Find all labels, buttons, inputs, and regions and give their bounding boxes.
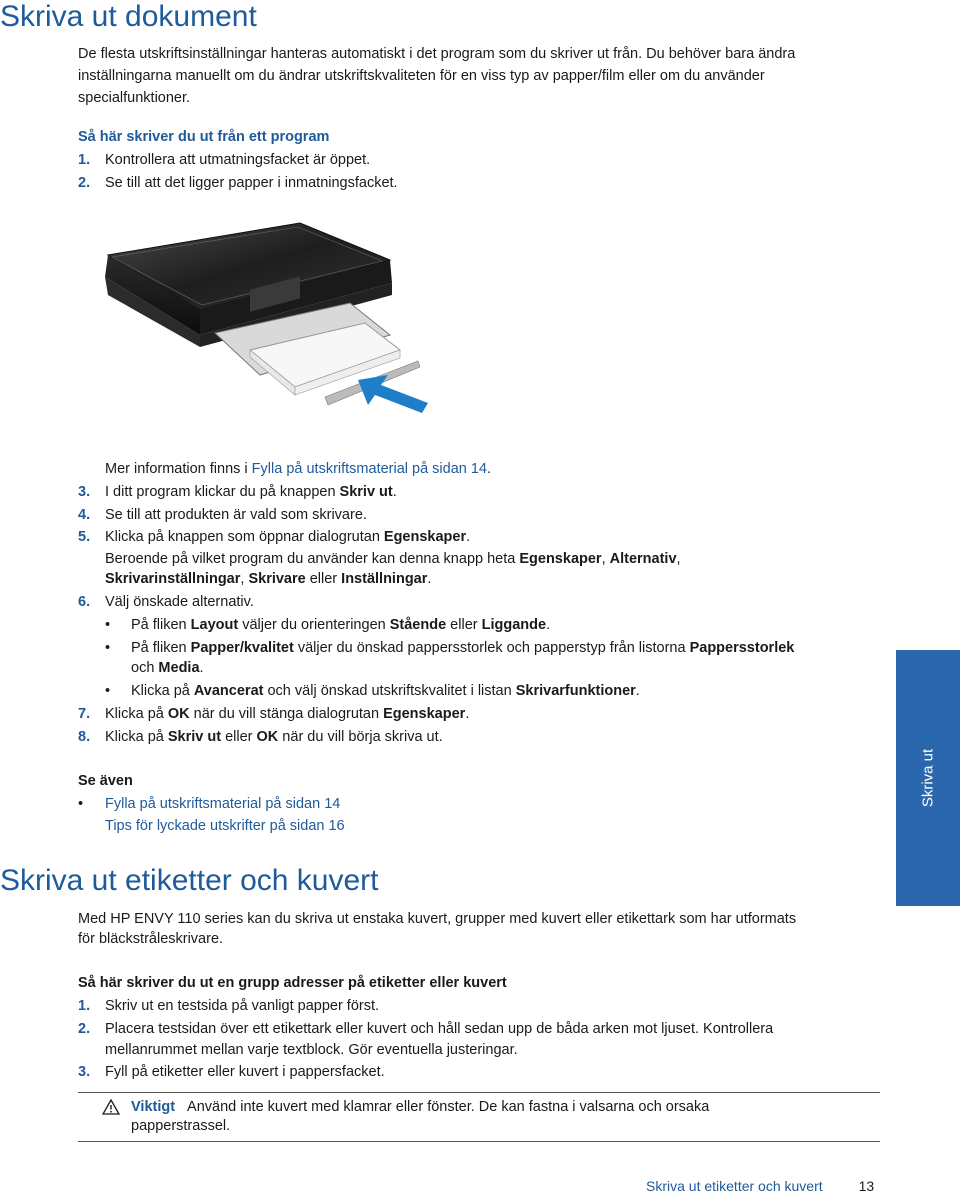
step-2-cont: mellanrummet mellan varje textblock. Gör eventuella justeringar. xyxy=(105,1042,518,1058)
step-2: 2. Se till att det ligger papper i inmatningsfacket. xyxy=(78,175,398,191)
page-footer xyxy=(646,1176,874,1197)
see-also-item xyxy=(105,816,345,837)
step-6: 6. Välj önskade alternativ. xyxy=(78,594,254,610)
footer-section: Skriva ut etiketter och kuvert xyxy=(646,1178,823,1194)
step-8: 8. Klicka på Skriv ut eller OK när du vill börja skriva ut. xyxy=(78,729,443,745)
see-also-link[interactable]: Fylla på utskriftsmaterial på sidan 14 xyxy=(105,796,341,812)
step-1: 1. Skriv ut en testsida på vanligt papper först. xyxy=(78,998,380,1014)
step-4: 4. Se till att produkten är vald som skrivare. xyxy=(78,507,367,523)
printer-illustration xyxy=(100,215,430,440)
chapter-tab: Skriva ut xyxy=(896,650,960,906)
section-title: Skriva ut etiketter och kuvert xyxy=(0,864,379,897)
more-info-link[interactable]: Fylla på utskriftsmaterial på sidan 14 xyxy=(251,461,487,477)
procedure-heading: Så här skriver du ut från ett program xyxy=(78,129,330,145)
step-1: 1. Kontrollera att utmatningsfacket är öppet. xyxy=(78,152,371,168)
procedure-heading: Så här skriver du ut en grupp adresser på etiketter eller kuvert xyxy=(78,975,507,991)
intro-text: De flesta utskriftsinställningar hanteras automatiskt i det program som du skriver ut från. Du behöver bara ändra xyxy=(78,46,796,62)
intro-text: för bläckstråleskrivare. xyxy=(78,931,224,947)
step-5-note: Beroende på vilket program du använder kan denna knapp heta Egenskaper, Alternativ, xyxy=(105,551,681,567)
page-number: 13 xyxy=(858,1178,875,1194)
step-3: 3. Fyll på etiketter eller kuvert i pappersfacket. xyxy=(78,1064,385,1080)
warning-icon xyxy=(102,1099,120,1115)
page-title: Skriva ut dokument xyxy=(0,0,257,33)
step-7: 7. Klicka på OK när du vill stänga dialogrutan Egenskaper. xyxy=(78,706,470,722)
bullet-item: • På fliken Layout väljer du orienteringen Stående eller Liggande. xyxy=(105,617,551,633)
warning-text: Viktigt Använd inte kuvert med klamrar eller fönster. De kan fastna i valsarna och orsaka xyxy=(131,1099,710,1115)
bullet-item: • På fliken Papper/kvalitet väljer du önskad pappersstorlek och papperstyp från listorna Pappersstorlek xyxy=(105,640,795,656)
see-also-link[interactable]: Tips för lyckade utskrifter på sidan 16 xyxy=(105,818,345,834)
more-info: Mer information finns i Fylla på utskriftsmaterial på sidan 14. xyxy=(105,461,492,477)
warning-text: papperstrassel. xyxy=(131,1118,231,1134)
step-5-note: Skrivarinställningar, Skrivare eller Inställningar. xyxy=(105,571,432,587)
intro-text: Med HP ENVY 110 series kan du skriva ut enstaka kuvert, grupper med kuvert eller etikettark som har utformats xyxy=(78,911,797,927)
see-also-heading: Se även xyxy=(78,773,133,789)
step-2: 2. Placera testsidan över ett etikettark eller kuvert och håll sedan upp de båda arken mot ljuset. Kontrollera xyxy=(78,1021,774,1037)
bullet-item: • Klicka på Avancerat och välj önskad utskriftskvalitet i listan Skrivarfunktioner. xyxy=(105,683,640,699)
see-also-item: • Fylla på utskriftsmaterial på sidan 14 xyxy=(78,796,341,812)
intro-text: specialfunktioner. xyxy=(78,90,191,106)
intro-text: inställningarna manuellt om du ändrar utskriftskvaliteten för en viss typ av papper/film eller om du använder xyxy=(78,68,765,84)
bullet-item-cont: och Media. xyxy=(131,660,204,676)
step-5: 5. Klicka på knappen som öppnar dialogrutan Egenskaper. xyxy=(78,529,471,545)
step-3: 3. I ditt program klickar du på knappen Skriv ut. xyxy=(78,484,397,500)
